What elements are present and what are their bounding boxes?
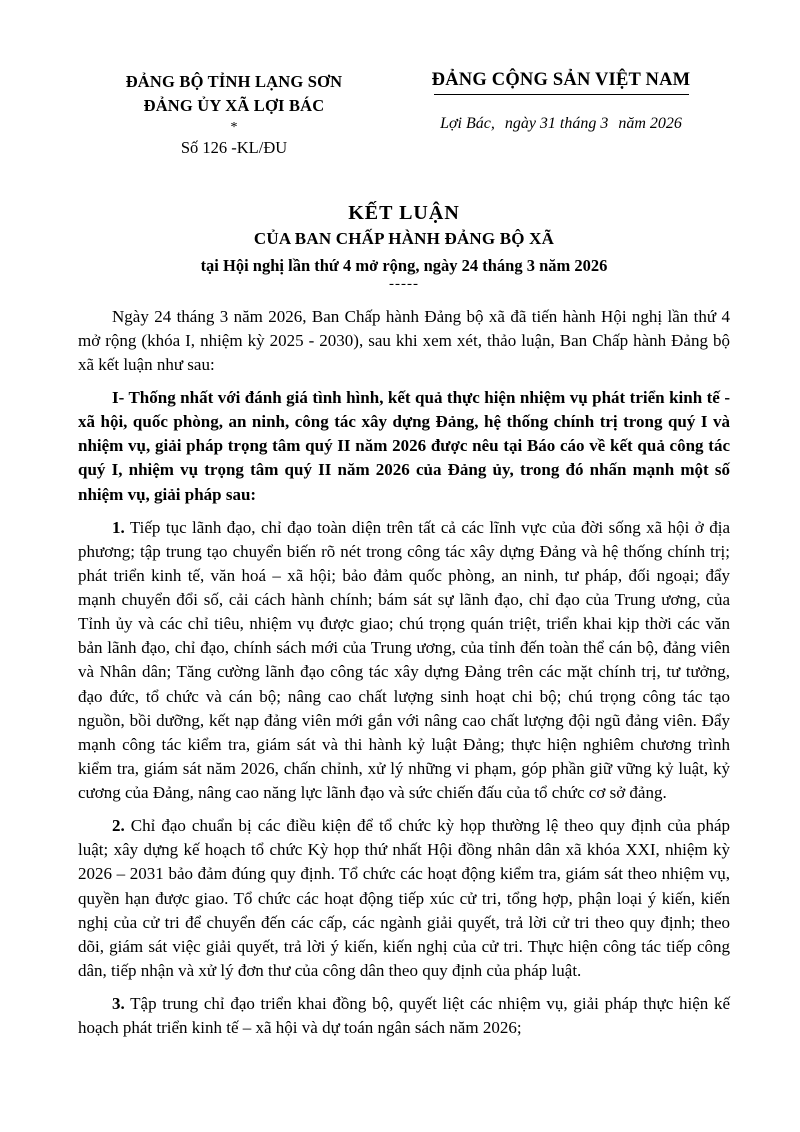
item-1-text: Tiếp tục lãnh đạo, chỉ đạo toàn diện trên tất cả các lĩnh vực của đời sống xã hội ở địa phương; tập trung tạo chuyển biến rõ nét trong công tác xây dựng Đảng và hệ thống chính trị; phát triển kinh tế, văn hoá – xã hội; bảo đảm quốc phòng, an ninh, tư pháp, đối ngoại; đẩy mạnh chuyển đổi số, cải cách hành chính; bám sát sự lãnh đạo, chỉ đạo của Trung ương, của Tỉnh ủy và các chỉ tiêu, nhiệm vụ được giao; chú trọng quán triệt, triển khai kịp thời các văn bản lãnh đạo, chỉ đạo, chính sách mới của Trung ương, của tỉnh đến toàn thể cán bộ, đảng viên và Nhân dân; Tăng cường lãnh đạo công tác xây dựng Đảng trên các mặt chính trị, tư tưởng, đạo đức, tổ chức và cán bộ; nâng cao chất lượng sinh hoạt chi bộ; chú trọng công tác tạo nguồn, bồi dưỡng, kết nạp đảng viên mới gắn với nâng cao chất lượng đội ngũ đảng viên. Đẩy mạnh công tác kiểm tra, giám sát và thi hành kỷ luật Đảng; thực hiện nghiêm chương trình kiểm tra, giám sát năm 2026, chấn chỉnh, xử lý những vi phạm, góp phần giữ vững kỷ luật, kỷ cương của Đảng, nâng cao năng lực lãnh đạo và sức chiến đấu của tổ chức cơ sở đảng. [78,517,730,803]
document-body [78,305,730,1041]
document-number: Số 126 -KL/ĐU [180,138,288,158]
header-right-block [396,70,730,133]
province-party-name: ĐẢNG BỘ TỈNH LẠNG SƠN [125,72,343,91]
paragraph-intro: Ngày 24 tháng 3 năm 2026, Ban Chấp hành Đảng bộ xã đã tiến hành Hội nghị lần thứ 4 mở rộng (khóa I, nhiệm kỳ 2025 - 2030), sau khi xem xét, thảo luận, Ban Chấp hành Đảng bộ xã kết luận như sau: [78,306,730,374]
place-text: Lợi Bác, [440,115,495,133]
document-title-block [78,202,730,293]
paragraph-item-3 [78,992,730,1040]
paragraph-section-1: I- Thống nhất với đánh giá tình hình, kết quả thực hiện nhiệm vụ phát triển kinh tế - xã hội, quốc phòng, an ninh, công tác xây dựng Đảng, hệ thống chính trị trong quý I và nhiệm vụ, giải pháp trọng tâm quý II năm 2026 được nêu tại Báo cáo về kết quả công tác quý I, nhiệm vụ trọng tâm quý II năm 2026 của Đảng ủy, trong đó nhấn mạnh một số nhiệm vụ, giải pháp sau: [78,388,730,504]
year-text: năm 2026 [618,115,682,133]
header-left-block [78,70,384,158]
item-1-number: 1. [112,517,125,537]
page-title: KẾT LUẬN [348,202,460,225]
item-3-number: 3. [112,994,125,1014]
title-subtitle-meeting: tại Hội nghị lần thứ 4 mở rộng, ngày 24 tháng 3 năm 2026 [200,256,608,276]
item-2-text: Chỉ đạo chuẩn bị các điều kiện để tổ chức kỳ họp thường lệ theo quy định của pháp luật; xây dựng kế hoạch tổ chức Kỳ họp thứ nhất Hội đồng nhân dân xã khóa XXI, nhiệm kỳ 2026 – 2031 bảo đảm đúng quy định. Tổ chức các hoạt động kiểm tra, giám sát theo nhiệm vụ, quyền hạn được giao. Tổ chức các hoạt động tiếp xúc cử tri, tổng hợp, phận loại ý kiến, kiến nghị của cử tri để chuyển đến các cấp, các ngành giải quyết, trả lời cử tri theo quy định; theo dõi, giám sát việc giải quyết, trả lời ý kiến, kiến nghị của cử tri. Thực hiện công tác tiếp công dân, tiếp nhận và xử lý đơn thư của công dân theo quy định của pháp luật. [78,816,730,980]
item-2-number: 2. [112,816,125,836]
paragraph-item-1 [78,516,730,806]
commune-party-committee-name: ĐẢNG ỦY XÃ LỢI BÁC [143,95,325,115]
place-and-date [396,115,726,133]
date-text: ngày 31 tháng 3 [504,115,609,133]
national-party-name: ĐẢNG CỘNG SẢN VIỆT NAM [431,70,691,90]
document-header [78,70,730,158]
item-3-text: Tập trung chỉ đạo triển khai đồng bộ, quyết liệt các nhiệm vụ, giải pháp thực hiện kế hoạch phát triển kinh tế – xã hội và dự toán ngân sách năm 2026; [78,994,730,1038]
title-divider: ----- [389,276,419,293]
title-subtitle-issuer: CỦA BAN CHẤP HÀNH ĐẢNG BỘ XÃ [253,229,555,249]
party-name-underline [434,94,689,95]
star-separator: * [230,119,238,135]
paragraph-item-2 [78,814,730,983]
